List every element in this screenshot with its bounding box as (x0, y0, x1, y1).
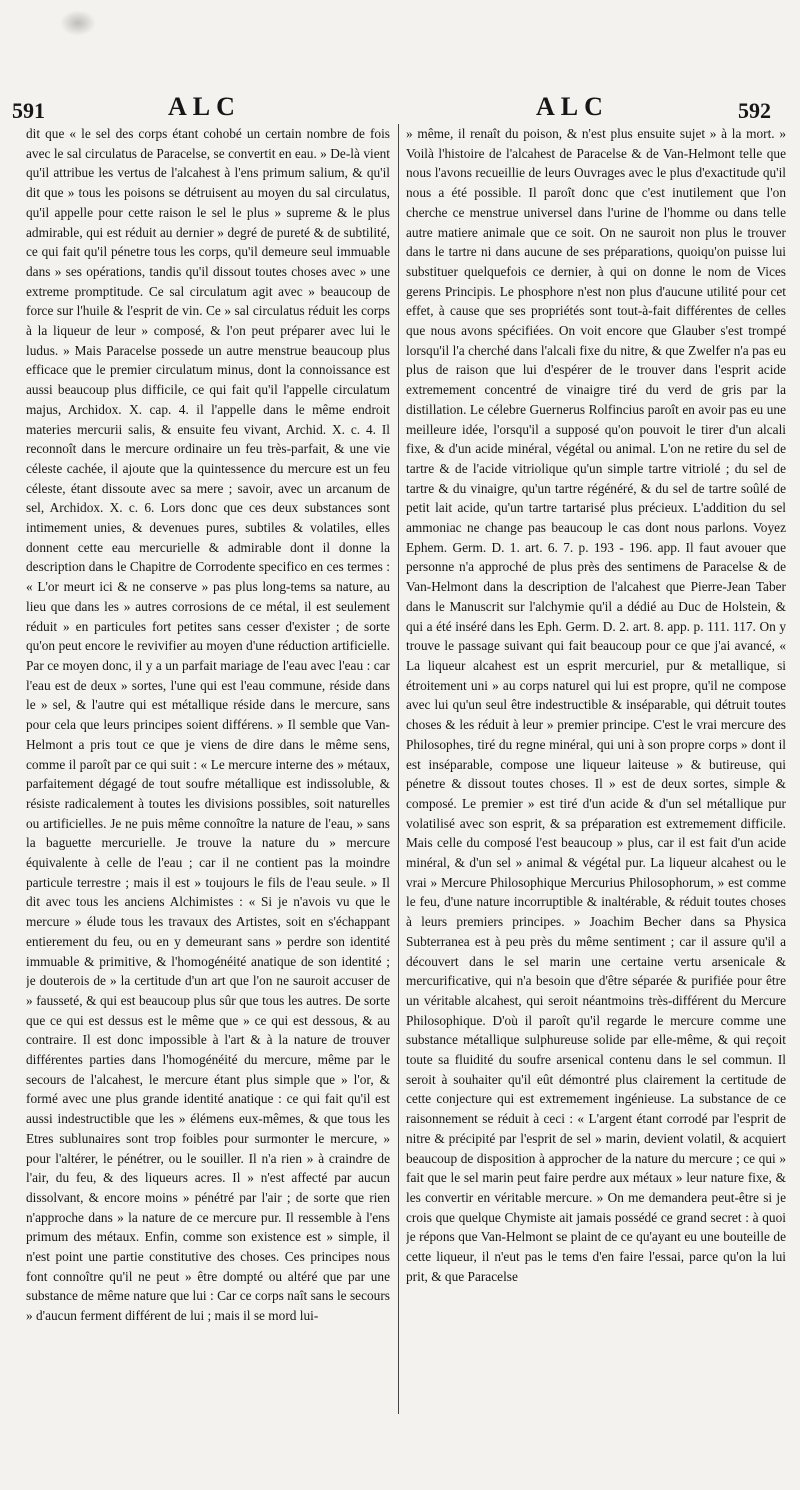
running-head-right: ALC (536, 92, 609, 121)
text-column-left (26, 124, 390, 1424)
text-column-right (406, 124, 786, 1424)
ink-blot (60, 10, 96, 36)
page-number-right: 592 (738, 98, 771, 123)
running-head-left: ALC (168, 92, 241, 121)
right-column-text: » même, il renaît du poison, & n'est plus ensuite sujet » à la mort. » Voilà l'histoire de l'alcahest de Paracelse & de Van-Helmont telle que nous l'avons recueillie de leurs Ouvrages avec le plus d'exactitude qu'il nous a été possible. Il paroît donc que c'est inutilement que l'on cherche ce menstrue universel dans l'urine de l'homme ou dans telle autre matiere animale que ce soit. On ne sauroit non plus le trouver dans le tartre ni dans aucune de ses préparations, quoiqu'on puisse lui substituer quelquefois ce dernier, à qui on donne le nom de Vices gerens Principis. Le phosphore n'est non plus d'aucune utilité pour cet effet, à cause que ses propriétés sont tout-à-fait différentes de celles que nous avons spécifiées. On voit encore que Glauber s'est trompé lorsqu'il l'a cherché dans l'alcali fixe du nitre, & que Zwelfer n'a pas eu plus de raison que lui d'espérer de le trouver dans l'esprit acide extremement concentré de vinaigre tiré du verd de gris par la distillation. Le célebre Guernerus Rolfincius paroît en avoir pas eu une meilleure idée, l'orsqu'il a supposé qu'on pouvoit le tirer d'un alcali fixe, & d'un acide minéral, végétal ou animal. L'on ne retire du sel de tartre & de l'acide vitriolique qu'un simple tartre vitriolé ; du sel de tartre & du vinaigre, qu'un tartre régénéré, & du sel de tartre soûlé de petit lait acide, qu'un tartre tartarisé plus précieux. L'addition du sel ammoniac ne change pas beaucoup le cas dont nous parlons. Voyez Ephem. Germ. D. 1. art. 6. 7. p. 193 - 196. app. Il faut avouer que personne n'a approché de plus près des sentimens de Paracelse & de Van-Helmont dans la description de l'alcahest que Pierre-Jean Taber dans le Manuscrit sur l'alchymie qu'il a dédié au Duc de Holstein, & qui a été inséré dans les Eph. Germ. D. 2. art. 8. app. p. 111. 117. On y trouve le passage suivant qui fait beaucoup pour ce que j'ai avancé, « La liqueur alcahest est un esprit mercuriel, pur & metallique, si étroitement uni » au corps naturel qui lui est propre, qu'il ne compose avec lui qu'un seul être indestructible & inséparable, qui détruit toutes choses & les réduit à leur » premier principe. C'est le vrai mercure des Philosophes, tiré du regne minéral, qui uni à son propre corps » dont il est inséparable, compose une liqueur laiteuse » & butireuse, qui pénetre & dissout toutes choses. Il » est de deux sortes, simple & composé. Le premier » est tiré d'un acide & d'un sel métallique pur volatilisé avec son esprit, & sa préparation est extremement difficile. Mais celle du composé l'est beaucoup » plus, car il est fait d'un acide minéral, & d'un sel » animal & végétal pur. La liqueur alcahest ou le vrai » Mercure Philosophique Mercurius Philosophorum, » est comme le feu, d'une nature incorruptible & inaltérable, & réduit toutes choses à leurs premiers principes. » Joachim Becher dans sa Physica Subterranea est à peu près du même sentiment ; car il assure qu'il a découvert dans le sel marin une certaine vertu arsenicale & mercurificative, qui n'a besoin que d'être séparée & purifiée pour être un véritable alcahest, qui seroit néantmoins très-différent du Mercure Philosophique. D'où il paroît qu'il regarde le mercure comme une substance métallique sulphureuse solide par elle-même, & qui reçoit toute sa fluidité du soufre arsenical contenu dans le sel commun. Il seroit à souhaiter qu'il eût démontré plus clairement la certitude de cette conjecture qui est extremement ingénieuse. La substance de ce raisonnement se réduit à ceci : « L'argent étant corrodé par l'esprit de nitre & précipité par l'esprit de sel » marin, devient volatil, & acquiert beaucoup de disposition à approcher de la nature du mercure ; ce qui » fait que le sel marin peut faire perdre aux métaux » leur nature fixe, & les convertir en véritable mercure. » On me demandera peut-être si je crois que quelque Chymiste ait jamais possédé ce grand secret : à quoi je répons que Van-Helmont se plaint de ce qu'ayant eu une bouteille de cette liqueur, il n'eut pas le tems d'en faire l'essai, parce qu'on la lui prit, & que Paracelse (406, 126, 786, 1284)
left-column-text: dit que « le sel des corps étant cohobé un certain nombre de fois avec le sal circulatus de Paracelse, se convertit en eau. » De-là vient qu'il attribue les vertus de l'alcahest à l'ens primum salium, & qu'il dit que » tous les poisons se détruisent au moyen du sal circulatus, qu'il appelle pour cette raison le sel le plus » supreme & le plus admirable, qui est réduit au dernier » degré de pureté & de subtilité, ce qui fait qu'il pénetre tous les corps, qu'il demeure seul immuable dans » ses opérations, tandis qu'il dissout toutes choses avec » une extreme promptitude. Ce sal circulatum agit avec » beaucoup de force sur l'huile & l'esprit de vin. Ce » sal circulatus réduit les corps à la liqueur de leur » composé, & l'on peut préparer avec lui le ludus. » Mais Paracelse possede un autre menstrue beaucoup plus efficace que le premier circulatum minus, dont la connoissance est aussi beaucoup plus difficile, ce qui fait qu'il l'appelle circulatum majus, Archidox. X. cap. 4. il l'appelle dans le même endroit materies mercurii salis, & ensuite feu vivant, Archid. X. c. 4. Il reconnoît dans le mercure ordinaire un feu très-parfait, & une vie céleste cachée, il ajoute que la quintessence du mercure est un feu céleste, étant dissoute avec sa mere ; savoir, avec un arcanum de sel, Archidox. X. c. 6. Lors donc que ces deux substances sont intimement unies, & devenues pures, subtiles & volatiles, elles donnent cette eau mercurielle & admirable dont il donne la description dans le Chapitre de Corrodente specifico en ces termes : « L'or meurt ici & ne conserve » pas plus long-tems sa nature, au lieu que dans les » autres corrosions de ce métal, il est seulement réduit » en particules fort petites sans cesser d'exister ; de sorte qu'on peut encore le revivifier au moyen d'une réduction artificielle. Par ce moyen donc, il y a un parfait mariage de l'eau avec l'eau : car l'eau est de deux » sortes, l'une qui est l'eau commune, réside dans le » sel, & l'autre qui est métallique réside dans le mercure, sans pour cela que leurs principes soient différens. » Il semble que Van-Helmont a pris tout ce que je viens de dire dans le même sens, comme il paroît par ce qui suit : « Le mercure interne des » métaux, parfaitement dégagé de tout soufre métallique est indissoluble, & résiste radicalement à toutes les divisions possibles, soit naturelles ou artificielles. Je ne puis même connoître la nature de l'eau, » sans la baguette mercurielle. Je trouve la nature du » mercure équivalente à celle de l'eau ; car il ne contient pas la moindre particule terrestre ; mais il est » toujours le fils de l'eau seule. » Il dit avec tous les anciens Alchimistes : « Si je n'avois vu que le mercure » élude tous les travaux des Artistes, soit en s'échappant entierement du feu, ou en y demeurant sans » perdre son identité immuable & primitive, & l'homogénéité anatique de son identité ; je douterois de » la certitude d'un art que l'on ne sauroit accuser de » fausseté, & qui est beaucoup plus sûr que tous les autres. De sorte que ce qui est dessus est le même que » ce qui est dessous, & au contraire. Il est donc impossible à l'art & à la nature de trouver différentes parties dans l'homogénéité du mercure, même par le secours de l'alcahest, le mercure étant plus simple que » l'or, & formé avec une plus grande identité anatique : ce qui fait qu'il est aussi indestructible que les » élémens eux-mêmes, & que tous les Etres sublunaires sont trop foibles pour surmonter le mercure, » pour l'altérer, le pénétrer, ou le souiller. Il n'a rien » à craindre de l'air, du feu, & des liqueurs acres. Il » n'est affecté par aucun dissolvant, & encore moins » pénétré par l'air ; de sorte que rien n'approche dans » la nature de ce mercure pur. Il ressemble à l'ens primum des métaux. Enfin, comme son existence est » simple, il n'est point une partie constitutive des choses. Ces principes nous font connoître qu'il ne peut » être dompté ou altéré que par une substance de même nature que lui : Car ce corps naît sans le secours » d'aucun ferment différent de lui ; mais il se mord lui- (26, 126, 390, 1324)
page-number-left: 591 (12, 98, 45, 123)
column-divider (398, 124, 399, 1414)
